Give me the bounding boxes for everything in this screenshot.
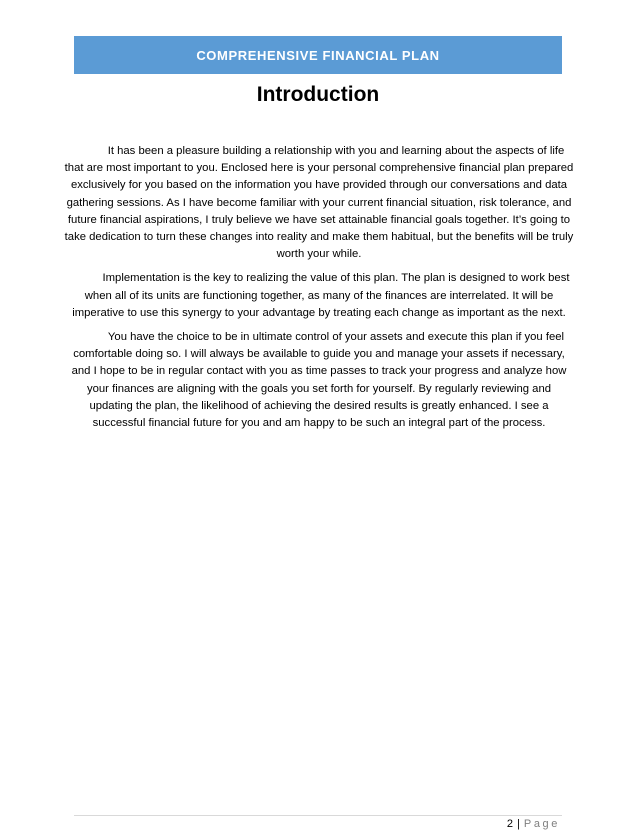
footer-divider <box>74 815 562 816</box>
footer-separator: | <box>517 818 520 830</box>
paragraph-3: You have the choice to be in ultimate control of your assets and execute this plan if you feel comfortable doing so. I will always be available to guide you and manage your assets if necessary, and I hope to be in regular contact with you as time passes to track your progress and analyze how your finances are aligning with the goals you set forth for yourself. By regularly reviewing and updating the plan, the likelihood of achieving the desired results is greatly enhanced. I see a successful financial future for you and am happy to be such an integral part of the process. <box>71 331 567 430</box>
page-footer <box>507 817 560 831</box>
paragraph-2: Implementation is the key to realizing the value of this plan. The plan is designed to work best when all of its units are functioning together, as many of the finances are interrelated. It will be imperative to use this synergy to your advantage by treating each change as important as the next. <box>72 272 570 319</box>
banner-title: COMPREHENSIVE FINANCIAL PLAN <box>196 47 440 63</box>
page-title: Introduction <box>256 83 380 106</box>
page-label: Page <box>523 818 560 830</box>
header-banner <box>74 36 562 74</box>
page-number: 2 <box>506 818 514 830</box>
intro-body <box>64 143 574 439</box>
paragraph-1: It has been a pleasure building a relationship with you and learning about the aspects of life that are most important to you. Enclosed here is your personal comprehensive financial plan prepared exclusively for you based on the information you have provided through our conversations and data gathering sessions. As I have become familiar with your current financial situation, risk tolerance, and future financial aspirations, I truly believe we have set attainable financial goals together. It’s going to take dedication to turn these changes into reality and make them habitual, but the benefits will be truly worth your while. <box>64 145 574 261</box>
